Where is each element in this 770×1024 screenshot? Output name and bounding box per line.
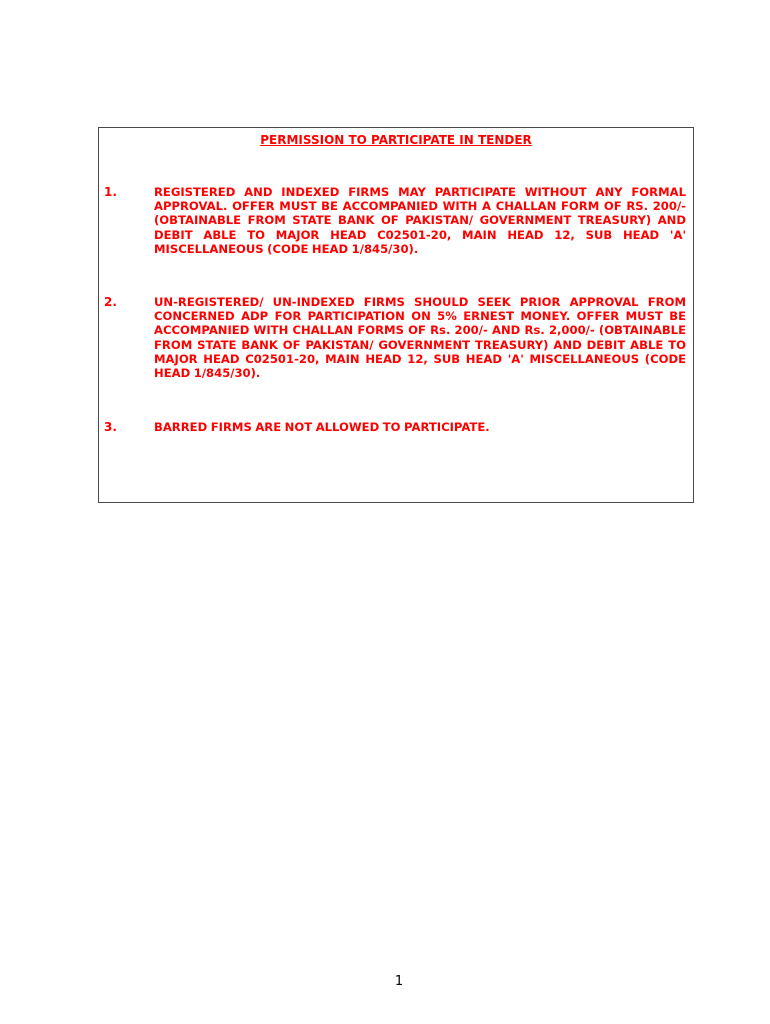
item-number: 1. (104, 185, 117, 199)
tender-permission-box (98, 127, 694, 503)
item-text: REGISTERED AND INDEXED FIRMS MAY PARTICIPATE WITHOUT ANY FORMAL APPROVAL. OFFER MUST BE ACCOMPANIED WITH A CHALLAN FORM OF RS. 200/- (OBTAINABLE FROM STATE BANK OF PAKISTAN/ GOVERNMENT TREASURY) AND DEBIT ABLE TO MAJOR HEAD C02501-20, MAIN HEAD 12, SUB HEAD 'A' MISCELLANEOUS (CODE HEAD 1/845/30). (154, 185, 686, 256)
document-title: PERMISSION TO PARTICIPATE IN TENDER (260, 133, 532, 147)
page-number: 1 (394, 974, 404, 989)
item-number: 2. (104, 295, 117, 309)
item-number: 3. (104, 420, 117, 434)
item-text: BARRED FIRMS ARE NOT ALLOWED TO PARTICIPATE. (154, 420, 490, 434)
item-text: UN-REGISTERED/ UN-INDEXED FIRMS SHOULD SEEK PRIOR APPROVAL FROM CONCERNED ADP FOR PARTICIPATION ON 5% ERNEST MONEY. OFFER MUST BE ACCOMPANIED WITH CHALLAN FORMS OF Rs. 200/- AND Rs. 2,000/- (OBTAINABLE FROM STATE BANK OF PAKISTAN/ GOVERNMENT TREASURY) AND DEBIT ABLE TO MAJOR HEAD C02501-20, MAIN HEAD 12, SUB HEAD 'A' MISCELLANEOUS (CODE HEAD 1/845/30). (154, 295, 686, 381)
